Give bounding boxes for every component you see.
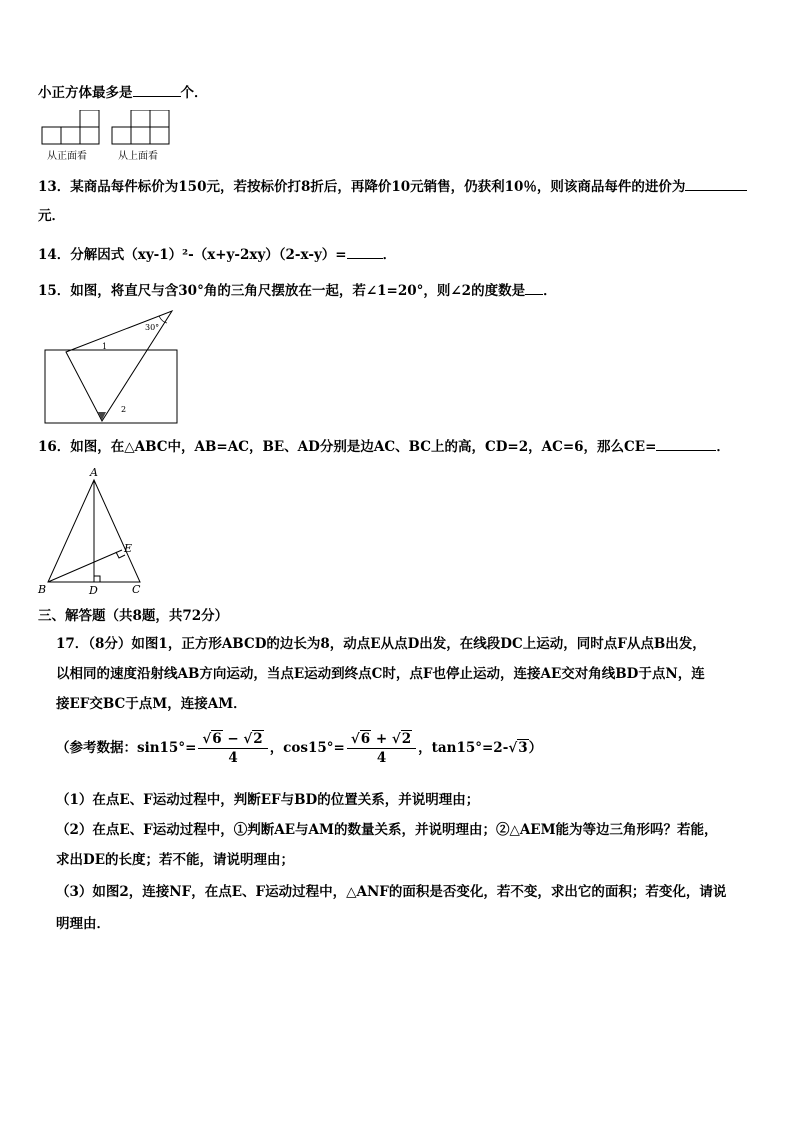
- label-B: B: [38, 583, 47, 596]
- label-E: E: [124, 542, 133, 555]
- question-13: [38, 176, 747, 197]
- top-view-caption: 从上面看: [118, 151, 158, 162]
- sin15-fraction: $\frac{√6 - √2}{4}$: [198, 730, 267, 767]
- ref-tan-label: ，tan15°=2-: [418, 740, 509, 756]
- triangle-lines: [48, 480, 140, 582]
- front-view-caption: 从正面看: [47, 151, 87, 162]
- q16-suffix: ．: [716, 439, 730, 455]
- q17-part3b: 明理由．: [56, 916, 110, 932]
- section-heading: 三、解答题（共8题，共72分）: [38, 608, 229, 624]
- angle-30-label: 30°: [145, 323, 160, 332]
- question-16: [38, 436, 730, 457]
- q12-tail: [38, 82, 208, 103]
- answer-blank: [133, 82, 181, 97]
- q15-suffix: ．: [543, 283, 557, 299]
- q17-line1: 17．（8分）如图1，正方形ABCD的边长为8，动点E从点D出发，在线段DC上运动，同时点F从点B出发，: [56, 636, 706, 652]
- answer-blank: [656, 436, 716, 451]
- q17-line3: 接EF交BC于点M，连接AM．: [56, 696, 247, 712]
- angle-arc: [159, 316, 167, 323]
- triangle-abc-figure: [36, 464, 156, 598]
- q14-text: 14．分解因式（xy-1）²-（x+y-2xy）（2-x-y）=: [38, 247, 347, 263]
- angle-2-label: 2: [121, 405, 127, 414]
- tan-radicand: 3: [518, 740, 528, 756]
- angle-1-label: 1: [102, 342, 108, 351]
- question-15: [38, 280, 557, 301]
- cos15-fraction: $\frac{√6 + √2}{4}$: [347, 730, 416, 767]
- q13-text: 13．某商品每件标价为150元，若按标价打8折后，再降价10元销售，仍获利10％，则该商品每件的进价为: [38, 179, 686, 195]
- three-view-figure: [40, 110, 175, 148]
- q15-text: 15．如图，将直尺与含30°角的三角尺摆放在一起，若∠1=20°，则∠2的度数是: [38, 283, 526, 299]
- ruler: [45, 350, 177, 423]
- ref-sin-label: （参考数据：sin15°=: [56, 740, 197, 756]
- answer-blank: [347, 244, 383, 259]
- label-D: D: [89, 584, 98, 597]
- q17-part2a: （2）在点E、F运动过程中，①判断AE与AM的数量关系，并说明理由；②△AEM能为等边三角形吗？若能，: [56, 822, 718, 838]
- ref-cos-label: ，cos15°=: [269, 740, 345, 756]
- answer-blank: [685, 176, 747, 191]
- ruler-triangle-figure: [42, 308, 182, 426]
- question-14: [38, 244, 396, 265]
- answer-blank: [525, 280, 543, 295]
- q17-reference-data: （参考数据：sin15°= $\frac{√6 - √2}{4}$ ，cos15°= $\frac{√6 + √2}{4}$ ，tan15°=2-√3）: [56, 731, 543, 766]
- q16-text: 16．如图，在△ABC中，AB=AC，BE、AD分别是边AC、BC上的高，CD=2，AC=6，那么CE=: [38, 439, 657, 455]
- label-A: A: [90, 466, 98, 479]
- label-C: C: [132, 583, 141, 596]
- q17-part3a: （3）如图2，连接NF，在点E、F运动过程中，△ANF的面积是否变化，若不变，求出它的面积；若变化，请说: [56, 884, 727, 900]
- q12-suffix: 个．: [180, 85, 208, 101]
- top-view: [112, 110, 169, 144]
- q12-text: 小正方体最多是: [38, 85, 133, 101]
- q13-unit: 元．: [38, 208, 65, 224]
- q17-part1: （1）在点E、F运动过程中，判断EF与BD的位置关系，并说明理由；: [56, 792, 480, 808]
- front-view: [42, 110, 99, 144]
- q14-suffix: ．: [382, 247, 397, 263]
- q17-line2: 以相同的速度沿射线AB方向运动，当点E运动到终点C时，点F也停止运动，连接AE交对角线BD于点N，连: [56, 666, 705, 682]
- q17-part2b: 求出DE的长度；若不能，请说明理由；: [56, 852, 294, 868]
